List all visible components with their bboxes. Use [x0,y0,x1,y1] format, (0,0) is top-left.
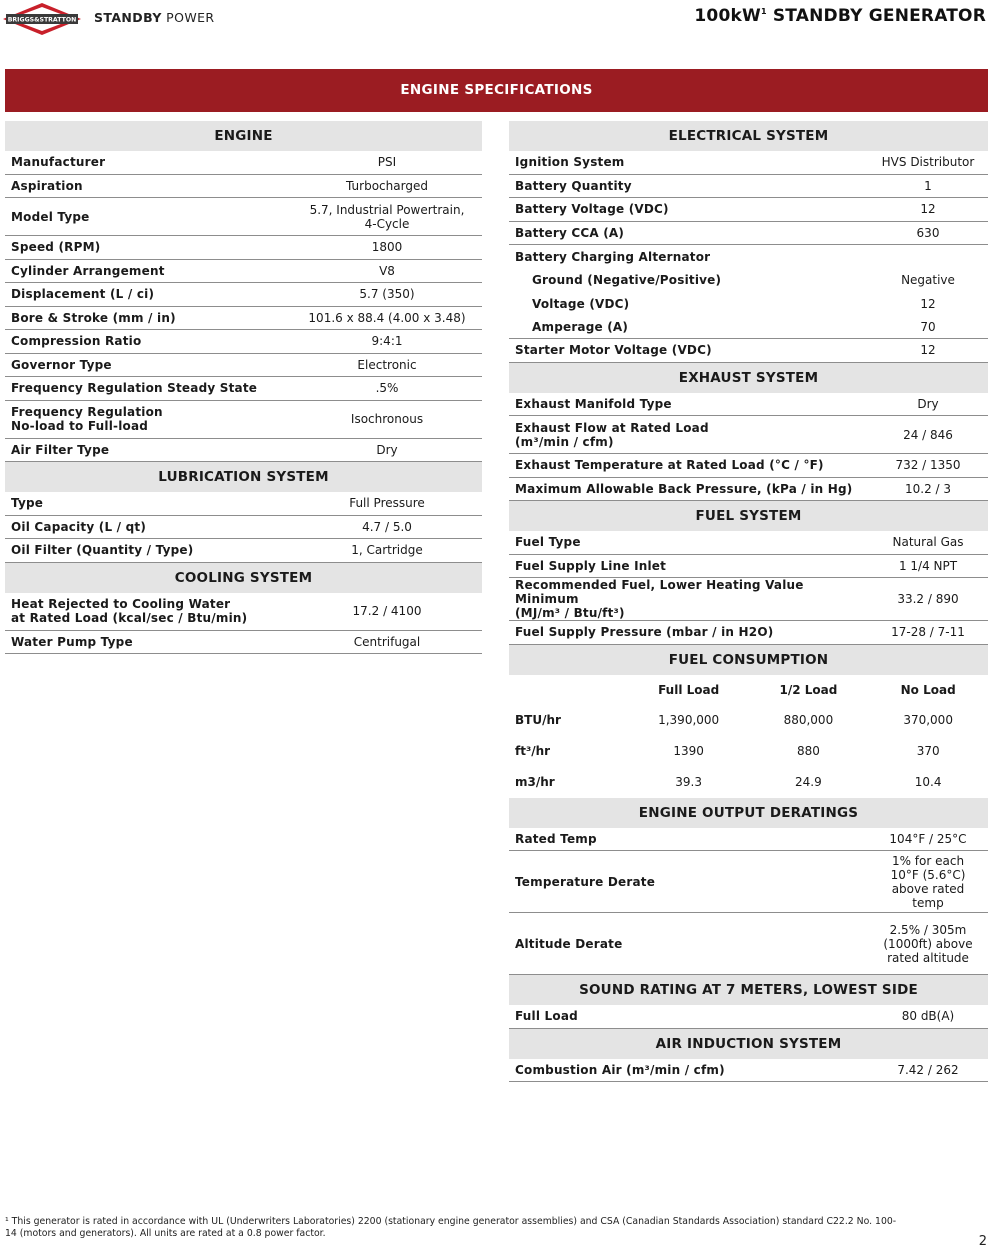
spec-row [5,330,482,354]
fuel-table [509,531,988,645]
spec-row [5,631,482,655]
fuel-consumption-row [509,767,988,798]
cell-value: 880 [796,744,820,758]
spec-row [509,1059,988,1083]
sound-table [509,1005,988,1029]
spec-value: 9:4:1 [371,334,403,349]
spec-value: 24 / 846 [903,427,953,442]
spec-value: 4.7 / 5.0 [362,519,412,534]
spec-label: Combustion Air (m³/min / cfm) [515,1062,725,1077]
electrical-table [509,151,988,363]
spec-label: Amperage (A) [532,319,629,334]
spec-row [509,578,988,621]
left-column [5,121,482,654]
spec-row [5,439,482,463]
cell-value: 370,000 [903,713,953,727]
spec-row [5,539,482,563]
spec-value: Natural Gas [892,535,964,550]
spec-row [5,354,482,378]
spec-value: 1 [924,178,932,193]
spec-value: 1 1/4 NPT [898,558,958,573]
spec-row [5,516,482,540]
cell-value: 1,390,000 [658,713,720,727]
spec-value: 33.2 / 890 [897,592,959,606]
spec-value: V8 [379,263,395,278]
spec-label: Voltage (VDC) [532,296,630,311]
engine-table [5,151,482,462]
spec-value: Turbocharged [346,178,428,193]
right-column [509,121,988,1082]
cooling-section-title: COOLING SYSTEM [5,563,482,593]
air-induction-section-title: AIR INDUCTION SYSTEM [509,1029,988,1059]
spec-row [509,175,988,199]
spec-value: 101.6 x 88.4 (4.00 x 3.48) [308,310,466,325]
spec-value: 732 / 1350 [895,458,961,473]
row-label: ft³/hr [515,744,551,758]
document-title: $100kW^1$ STANDBY GENERATOR [694,6,986,26]
spec-value: Dry [917,396,939,411]
spec-row [5,151,482,175]
spec-label: Temperature Derate [515,874,656,889]
spec-value: 630 [916,225,940,240]
spec-row [509,478,988,502]
spec-row [509,292,988,316]
spec-label: Ignition System [515,155,625,170]
spec-row [5,198,482,236]
spec-label: Battery Voltage (VDC) [515,202,669,217]
page-header [0,0,1000,40]
lubrication-section-title: LUBRICATION SYSTEM [5,462,482,492]
row-label: m3/hr [515,775,555,789]
spec-label: Aspiration [11,178,83,193]
spec-row [509,339,988,363]
spec-value: 1800 [371,240,403,255]
spec-row [509,222,988,246]
spec-row [509,198,988,222]
spec-row [509,555,988,579]
cell-value: 10.4 [914,775,942,789]
exhaust-section-title: EXHAUST SYSTEM [509,363,988,393]
spec-label: Fuel Supply Pressure (mbar / in H2O) [515,625,774,640]
electrical-section-title: ELECTRICAL SYSTEM [509,121,988,151]
spec-row [5,593,482,631]
spec-row [5,260,482,284]
spec-value: 5.7 (350) [359,287,415,302]
fuel-consumption-row [509,736,988,767]
cell-value: 24.9 [795,775,822,789]
lubrication-table [5,492,482,563]
spec-value: Negative [901,273,955,288]
spec-label: Oil Filter (Quantity / Type) [11,543,194,558]
spec-label: Water Pump Type [11,634,133,649]
spec-label: Ground (Negative/Positive) [532,273,722,288]
spec-label: Type [11,496,44,511]
spec-row [509,454,988,478]
spec-label: Maximum Allowable Back Pressure, (kPa / in Hg) [515,481,853,496]
deratings-section-title: ENGINE OUTPUT DERATINGS [509,798,988,828]
spec-label: Rated Temp [515,831,597,846]
brand-name: STANDBY POWER [94,10,215,25]
cooling-table [5,593,482,655]
spec-value: Centrifugal [353,634,421,649]
spec-value: 17.2 / 4100 [352,604,422,618]
spec-row [5,377,482,401]
spec-label: Exhaust Temperature at Rated Load (°C / °F) [515,458,824,473]
spec-row [509,245,988,269]
spec-label: Altitude Derate [515,936,623,951]
spec-row [509,269,988,293]
spec-label: Speed (RPM) [11,240,101,255]
spec-value: Dry [376,442,398,457]
spec-row [509,316,988,340]
column-header: Full Load [658,682,720,697]
briggs-stratton-logo [2,2,82,36]
spec-row [509,416,988,454]
spec-label: Recommended Fuel, Lower Heating Value Minimum (MJ/m³ / Btu/ft³) [515,578,804,620]
spec-label: Oil Capacity (L / qt) [11,519,147,534]
spec-label: Compression Ratio [11,334,142,349]
fuel-section-title: FUEL SYSTEM [509,501,988,531]
spec-row [5,236,482,260]
spec-value: Full Pressure [349,496,425,511]
spec-label: Manufacturer [11,155,106,170]
column-header: No Load [900,682,956,697]
spec-row [509,151,988,175]
spec-row [509,851,988,913]
engine-specifications-banner: ENGINE SPECIFICATIONS [5,69,988,112]
fuel-consumption-header-row [509,675,988,705]
spec-label: Frequency Regulation Steady State [11,381,258,396]
spec-label: Model Type [11,209,90,224]
spec-row [509,531,988,555]
spec-value: .5% [375,381,399,396]
spec-label: Frequency Regulation No-load to Full-load [11,405,163,433]
spec-row [5,401,482,439]
spec-value: 12 [920,296,936,311]
fuel-consumption-section-title: FUEL CONSUMPTION [509,645,988,675]
air-induction-table [509,1059,988,1083]
spec-row [5,283,482,307]
spec-row [5,175,482,199]
spec-value: Electronic [357,357,417,372]
spec-value: 17-28 / 7-11 [891,625,965,640]
spec-value: 10.2 / 3 [904,481,952,496]
spec-value: 2.5% / 305m (1000ft) above rated altitude [883,922,973,965]
fuel-consumption-table [509,675,988,798]
spec-label: Governor Type [11,357,112,372]
spec-row [509,1005,988,1029]
exhaust-table [509,393,988,502]
cell-value: 880,000 [783,713,834,727]
spec-value: Isochronous [350,412,424,426]
spec-value: 70 [920,319,936,334]
spec-label: Battery CCA (A) [515,225,625,240]
spec-label: Starter Motor Voltage (VDC) [515,343,712,358]
spec-value: PSI [377,155,397,170]
spec-label: Exhaust Manifold Type [515,396,672,411]
svg-text:BRIGGS&STRATTON: BRIGGS&STRATTON [7,16,77,24]
cell-value: 370 [916,744,940,758]
spec-label: Air Filter Type [11,442,110,457]
spec-value: 80 dB(A) [901,1009,955,1024]
spec-label: Displacement (L / ci) [11,287,155,302]
spec-value: 12 [920,343,936,358]
spec-row [509,621,988,645]
cell-value: 39.3 [675,775,702,789]
spec-value: 1, Cartridge [351,543,423,558]
spec-row [5,307,482,331]
spec-label: Battery Quantity [515,178,632,193]
spec-label: Fuel Type [515,535,581,550]
sound-section-title: SOUND RATING AT 7 METERS, LOWEST SIDE [509,975,988,1005]
spec-label: Full Load [515,1009,578,1024]
engine-section-title: ENGINE [5,121,482,151]
spec-label: Battery Charging Alternator [515,249,711,264]
spec-label: Heat Rejected to Cooling Water at Rated Load (kcal/sec / Btu/min) [11,597,248,625]
spec-value: 104°F / 25°C [889,831,967,846]
spec-row [5,492,482,516]
spec-row [509,828,988,852]
spec-value: HVS Distributor [881,155,975,170]
spec-label: Bore & Stroke (mm / in) [11,310,176,325]
spec-label: Exhaust Flow at Rated Load (m³/min / cfm) [515,420,709,449]
cell-value: 1390 [673,744,704,758]
row-label: BTU/hr [515,713,561,727]
spec-label: Fuel Supply Line Inlet [515,558,667,573]
page-number: 2 [978,1234,987,1249]
spec-value: 7.42 / 262 [897,1062,959,1077]
spec-row [509,913,988,975]
deratings-table [509,828,988,976]
spec-value: 1% for each 10°F (5.6°C) above rated temp [890,853,966,910]
spec-value: 5.7, Industrial Powertrain, 4-Cycle [309,202,465,231]
column-header: 1/2 Load [779,682,838,697]
spec-label: Cylinder Arrangement [11,263,165,278]
footnote: ¹ This generator is rated in accordance with UL (Underwriters Laboratories) 2200 (stationary engine generator assemblies) and CSA (Canadian Standards Association) standard C22.2 No. 100-14 (motors and generators). All units are rated at a 0.8 power factor. [5,1216,897,1239]
spec-value: 12 [920,202,936,217]
fuel-consumption-row [509,705,988,736]
spec-row [509,393,988,417]
